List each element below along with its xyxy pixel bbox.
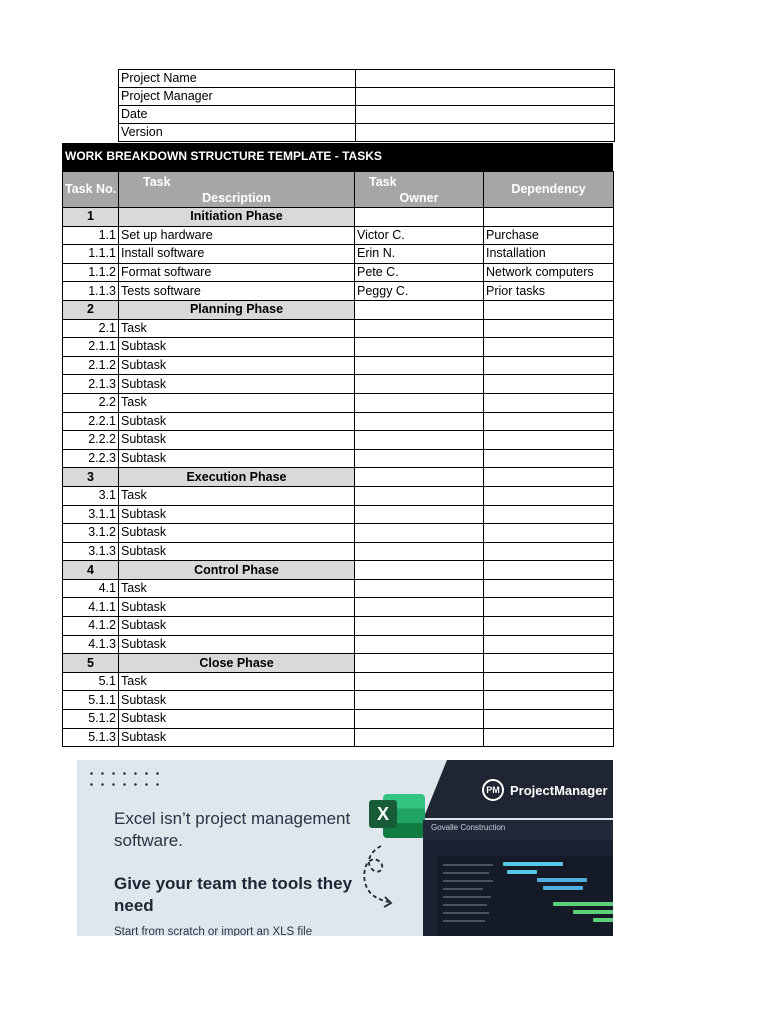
task-description[interactable]: Subtask (119, 338, 355, 357)
task-number: 5.1 (63, 672, 119, 691)
header-description-bottom: Description (202, 190, 271, 205)
task-row (63, 728, 614, 747)
header-owner-bottom: Owner (399, 190, 439, 205)
date-value[interactable] (356, 106, 615, 124)
phase-dependency-cell[interactable] (484, 468, 614, 487)
phase-owner-cell[interactable] (355, 468, 484, 487)
task-description[interactable]: Subtask (119, 617, 355, 636)
task-dependency[interactable] (484, 598, 614, 617)
phase-owner-cell[interactable] (355, 300, 484, 319)
task-owner[interactable] (355, 393, 484, 412)
gantt-bar (507, 870, 537, 874)
task-row (63, 710, 614, 729)
task-description[interactable]: Subtask (119, 728, 355, 747)
phase-name: Initiation Phase (119, 208, 355, 227)
header-row (63, 172, 614, 208)
phase-owner-cell[interactable] (355, 561, 484, 580)
task-description[interactable]: Set up hardware (119, 226, 355, 245)
project-name-label: Project Name (119, 70, 356, 88)
task-dependency[interactable]: Prior tasks (484, 282, 614, 301)
task-number: 1.1 (63, 226, 119, 245)
task-description[interactable]: Format software (119, 263, 355, 282)
task-row (63, 505, 614, 524)
task-row (63, 356, 614, 375)
phase-owner-cell[interactable] (355, 654, 484, 673)
phase-name: Close Phase (119, 654, 355, 673)
task-number: 2.1.1 (63, 338, 119, 357)
phase-dependency-cell[interactable] (484, 208, 614, 227)
task-description[interactable]: Subtask (119, 431, 355, 450)
task-row (63, 282, 614, 301)
app-preview (423, 820, 613, 936)
gantt-bar (537, 878, 587, 882)
task-description[interactable]: Subtask (119, 542, 355, 561)
task-number: 2.1.2 (63, 356, 119, 375)
version-row (119, 124, 615, 142)
task-owner[interactable] (355, 505, 484, 524)
task-dependency[interactable] (484, 319, 614, 338)
task-description[interactable]: Subtask (119, 449, 355, 468)
project-manager-label: Project Manager (119, 88, 356, 106)
phase-number: 5 (63, 654, 119, 673)
task-description[interactable]: Subtask (119, 356, 355, 375)
phase-number: 4 (63, 561, 119, 580)
gantt-bar (553, 902, 613, 906)
app-titlebar (423, 820, 613, 840)
task-number: 5.1.3 (63, 728, 119, 747)
ad-headline: Excel isn’t project management software. (114, 809, 351, 850)
task-owner[interactable] (355, 542, 484, 561)
header-task-no: Task No. (63, 172, 119, 208)
task-description[interactable]: Task (119, 579, 355, 598)
task-dependency[interactable] (484, 672, 614, 691)
task-description[interactable]: Task (119, 672, 355, 691)
task-row (63, 486, 614, 505)
task-dependency[interactable] (484, 393, 614, 412)
task-line (443, 864, 493, 866)
task-dependency[interactable] (484, 412, 614, 431)
task-owner[interactable]: Peggy C. (355, 282, 484, 301)
task-row (63, 691, 614, 710)
phase-row (63, 208, 614, 227)
app-title: Govalle Construction (431, 823, 506, 832)
task-dependency[interactable] (484, 338, 614, 357)
task-row (63, 338, 614, 357)
task-row (63, 319, 614, 338)
task-owner[interactable] (355, 672, 484, 691)
task-number: 5.1.1 (63, 691, 119, 710)
date-row (119, 106, 615, 124)
excel-badge: X (369, 800, 397, 828)
task-description[interactable]: Subtask (119, 524, 355, 543)
task-number: 3.1.1 (63, 505, 119, 524)
dashed-arrow-icon (359, 842, 409, 912)
task-number: 2.2 (63, 393, 119, 412)
wbs-body (63, 208, 614, 747)
task-owner[interactable] (355, 728, 484, 747)
task-dependency[interactable] (484, 356, 614, 375)
task-number: 2.2.1 (63, 412, 119, 431)
task-number: 3.1.2 (63, 524, 119, 543)
task-owner[interactable] (355, 635, 484, 654)
brand-name: ProjectManager (510, 782, 608, 798)
task-row (63, 617, 614, 636)
task-number: 2.1.3 (63, 375, 119, 394)
task-owner[interactable]: Pete C. (355, 263, 484, 282)
task-dependency[interactable]: Installation (484, 245, 614, 264)
task-owner[interactable] (355, 486, 484, 505)
ad-banner[interactable] (77, 760, 613, 936)
task-dependency[interactable] (484, 617, 614, 636)
task-owner[interactable] (355, 524, 484, 543)
task-dependency[interactable] (484, 542, 614, 561)
task-owner[interactable] (355, 375, 484, 394)
task-dependency[interactable] (484, 710, 614, 729)
task-description[interactable]: Task (119, 486, 355, 505)
task-owner[interactable] (355, 598, 484, 617)
task-owner[interactable] (355, 579, 484, 598)
phase-number: 2 (63, 300, 119, 319)
task-row (63, 431, 614, 450)
gantt-bar (543, 886, 583, 890)
task-row (63, 412, 614, 431)
task-row (63, 263, 614, 282)
task-owner[interactable] (355, 319, 484, 338)
task-row (63, 226, 614, 245)
task-number: 4.1.2 (63, 617, 119, 636)
task-row (63, 393, 614, 412)
task-dependency[interactable] (484, 505, 614, 524)
task-number: 4.1.3 (63, 635, 119, 654)
task-line (443, 912, 489, 914)
project-manager-value[interactable] (356, 88, 615, 106)
task-row (63, 672, 614, 691)
task-number: 2.2.2 (63, 431, 119, 450)
task-dependency[interactable] (484, 375, 614, 394)
task-row (63, 375, 614, 394)
brand[interactable] (482, 778, 608, 802)
phase-name: Execution Phase (119, 468, 355, 487)
header-description (119, 172, 355, 208)
task-row (63, 245, 614, 264)
ad-caption: Start from scratch or import an XLS file (114, 926, 313, 936)
phase-number: 3 (63, 468, 119, 487)
task-row (63, 524, 614, 543)
phase-dependency-cell[interactable] (484, 561, 614, 580)
task-dependency[interactable]: Network computers (484, 263, 614, 282)
task-number: 2.1 (63, 319, 119, 338)
task-number: 3.1.3 (63, 542, 119, 561)
task-dependency[interactable] (484, 486, 614, 505)
task-owner[interactable] (355, 356, 484, 375)
gantt-bar (503, 862, 563, 866)
version-label: Version (119, 124, 356, 142)
header-dependency: Dependency (484, 172, 614, 208)
wbs-table (62, 171, 614, 747)
task-line (443, 920, 485, 922)
dot-pattern (86, 768, 166, 788)
task-dependency[interactable] (484, 431, 614, 450)
phase-owner-cell[interactable] (355, 208, 484, 227)
task-description[interactable]: Subtask (119, 505, 355, 524)
task-line (443, 904, 487, 906)
excel-icon (369, 790, 427, 840)
task-dependency[interactable] (484, 579, 614, 598)
task-line (443, 880, 493, 882)
gantt-bar (573, 910, 613, 914)
app-sidebar (423, 856, 437, 936)
task-row (63, 542, 614, 561)
phase-name: Control Phase (119, 561, 355, 580)
task-row (63, 449, 614, 468)
task-owner[interactable] (355, 412, 484, 431)
header-owner (355, 172, 484, 208)
task-owner[interactable] (355, 617, 484, 636)
phase-row (63, 300, 614, 319)
task-dependency[interactable]: Purchase (484, 226, 614, 245)
phase-dependency-cell[interactable] (484, 654, 614, 673)
task-number: 4.1.1 (63, 598, 119, 617)
task-row (63, 579, 614, 598)
phase-row (63, 468, 614, 487)
task-line (443, 888, 483, 890)
ad-subheadline: Give your team the tools they need (114, 874, 353, 915)
task-description[interactable]: Install software (119, 245, 355, 264)
project-info-table (118, 69, 615, 142)
task-owner[interactable] (355, 691, 484, 710)
task-owner[interactable]: Erin N. (355, 245, 484, 264)
task-owner[interactable] (355, 431, 484, 450)
version-value[interactable] (356, 124, 615, 142)
phase-row (63, 654, 614, 673)
phase-dependency-cell[interactable] (484, 300, 614, 319)
task-owner[interactable] (355, 710, 484, 729)
task-description[interactable]: Subtask (119, 710, 355, 729)
task-description[interactable]: Task (119, 393, 355, 412)
project-manager-row (119, 88, 615, 106)
task-description[interactable]: Subtask (119, 598, 355, 617)
phase-number: 1 (63, 208, 119, 227)
task-number: 3.1 (63, 486, 119, 505)
task-description[interactable]: Subtask (119, 412, 355, 431)
phase-row (63, 561, 614, 580)
task-dependency[interactable] (484, 635, 614, 654)
task-number: 5.1.2 (63, 710, 119, 729)
task-line (443, 896, 491, 898)
task-description[interactable]: Tests software (119, 282, 355, 301)
task-dependency[interactable] (484, 524, 614, 543)
task-row (63, 635, 614, 654)
task-number: 1.1.3 (63, 282, 119, 301)
task-number: 2.2.3 (63, 449, 119, 468)
task-owner[interactable] (355, 338, 484, 357)
task-owner[interactable]: Victor C. (355, 226, 484, 245)
task-owner[interactable] (355, 449, 484, 468)
task-number: 1.1.2 (63, 263, 119, 282)
date-label: Date (119, 106, 356, 124)
task-dependency[interactable] (484, 449, 614, 468)
task-dependency[interactable] (484, 691, 614, 710)
project-name-value[interactable] (356, 70, 615, 88)
task-description[interactable]: Subtask (119, 691, 355, 710)
task-number: 1.1.1 (63, 245, 119, 264)
task-description[interactable]: Task (119, 319, 355, 338)
project-name-row (119, 70, 615, 88)
header-owner-top: Task (369, 174, 397, 189)
template-title: WORK BREAKDOWN STRUCTURE TEMPLATE - TASKS (62, 143, 613, 171)
task-row (63, 598, 614, 617)
header-description-top: Task (143, 174, 171, 189)
phase-name: Planning Phase (119, 300, 355, 319)
task-description[interactable]: Subtask (119, 375, 355, 394)
task-dependency[interactable] (484, 728, 614, 747)
task-line (443, 872, 489, 874)
app-toolbar (423, 840, 613, 856)
task-number: 4.1 (63, 579, 119, 598)
task-description[interactable]: Subtask (119, 635, 355, 654)
pm-logo-icon: PM (482, 779, 504, 801)
gantt-bar (593, 918, 613, 922)
